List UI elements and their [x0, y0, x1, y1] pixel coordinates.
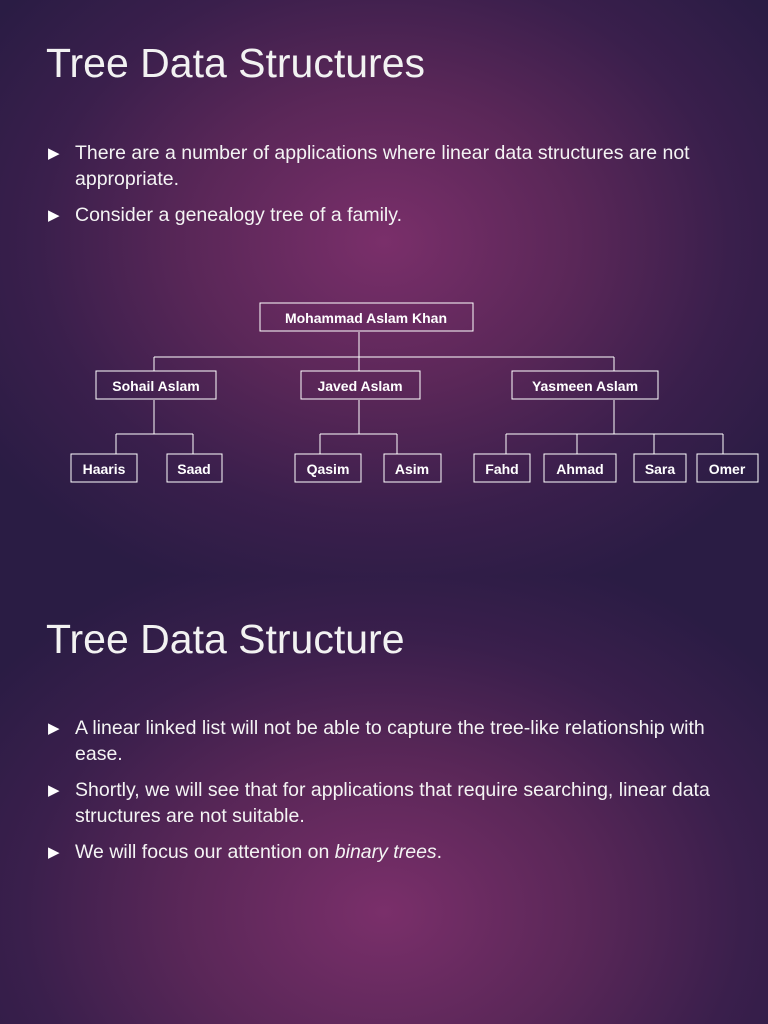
- node-label: Omer: [708, 461, 746, 477]
- slide-title: Tree Data Structures: [46, 40, 426, 86]
- node-label: Mohammad Aslam Khan: [284, 310, 448, 326]
- triangle-right-icon: ▶: [48, 720, 60, 737]
- bullet-text-prefix: We will focus our attention on: [75, 841, 335, 863]
- node-label: Sara: [644, 461, 676, 477]
- slide-tree-data-structure: [0, 576, 768, 1024]
- triangle-right-icon: ▶: [48, 145, 60, 162]
- node-label: Fahd: [485, 461, 519, 477]
- node-label: Qasim: [306, 461, 350, 477]
- bullet-item: [46, 715, 736, 767]
- tree-node-child: [512, 371, 658, 399]
- node-label: Javed Aslam: [317, 378, 403, 394]
- triangle-right-icon: ▶: [48, 207, 60, 224]
- genealogy-tree-diagram: [0, 290, 768, 500]
- tree-node-child: [96, 371, 216, 399]
- tree-node-grandchild: [384, 454, 441, 482]
- bullet-item: [46, 202, 736, 228]
- bullet-item: [46, 777, 736, 829]
- bullet-list: [46, 715, 736, 875]
- bullet-text: Shortly, we will see that for applications that require searching, linear data structures are not suitable.: [75, 779, 710, 827]
- bullet-item: [46, 839, 736, 865]
- bullet-text: Consider a genealogy tree of a family.: [75, 204, 402, 226]
- triangle-right-icon: ▶: [48, 844, 60, 861]
- triangle-right-icon: ▶: [48, 782, 60, 799]
- bullet-text: There are a number of applications where linear data structures are not appropriate.: [75, 142, 690, 190]
- node-label: Asim: [394, 461, 430, 477]
- bullet-text-emphasis: binary trees: [334, 841, 437, 863]
- node-label: Yasmeen Aslam: [531, 378, 639, 394]
- tree-node-root: [260, 303, 473, 331]
- tree-node-grandchild: [295, 454, 361, 482]
- tree-node-grandchild: [71, 454, 137, 482]
- node-label: Haaris: [82, 461, 126, 477]
- bullet-text: A linear linked list will not be able to capture the tree-like relationship with ease.: [75, 717, 705, 765]
- node-label: Sohail Aslam: [112, 378, 200, 394]
- tree-node-grandchild: [697, 454, 758, 482]
- tree-node-child: [301, 371, 420, 399]
- slide-title: Tree Data Structure: [46, 616, 405, 662]
- tree-node-grandchild: [474, 454, 530, 482]
- bullet-text-suffix: .: [436, 841, 443, 863]
- tree-node-grandchild: [167, 454, 222, 482]
- bullet-list: [46, 140, 736, 238]
- tree-node-grandchild: [634, 454, 686, 482]
- tree-node-grandchild: [544, 454, 616, 482]
- node-label: Ahmad: [556, 461, 604, 477]
- node-label: Saad: [177, 461, 211, 477]
- bullet-item: [46, 140, 736, 192]
